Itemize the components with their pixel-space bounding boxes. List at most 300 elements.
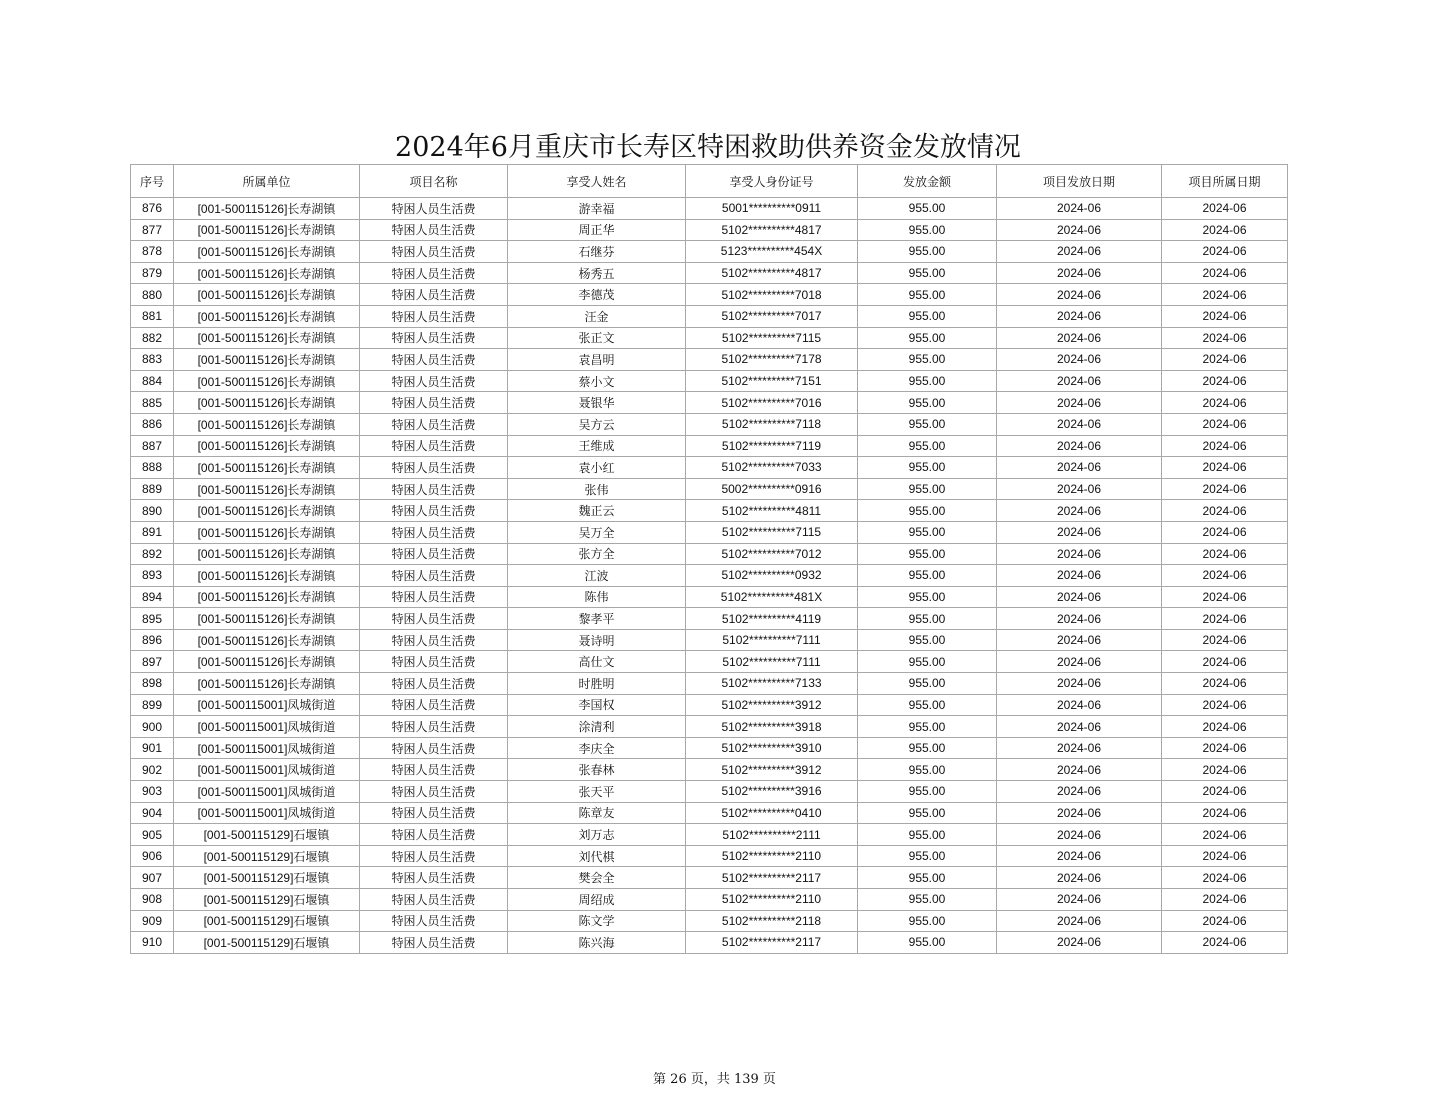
table-row xyxy=(131,392,1288,414)
issue-date-cell: 2024-06 xyxy=(997,198,1162,220)
id-cell: 5102**********4119 xyxy=(686,608,858,630)
seq-cell: 903 xyxy=(131,781,174,803)
table-row xyxy=(131,889,1288,911)
amount-cell: 955.00 xyxy=(858,198,997,220)
period-cell: 2024-06 xyxy=(1162,392,1288,414)
table-row xyxy=(131,521,1288,543)
name-cell: 魏正云 xyxy=(508,500,686,522)
id-cell: 5102**********3910 xyxy=(686,737,858,759)
amount-cell: 955.00 xyxy=(858,889,997,911)
amount-cell: 955.00 xyxy=(858,500,997,522)
amount-cell: 955.00 xyxy=(858,694,997,716)
unit-cell: [001-500115126]长寿湖镇 xyxy=(174,327,360,349)
project-cell: 特困人员生活费 xyxy=(360,392,508,414)
table-row xyxy=(131,737,1288,759)
table-row xyxy=(131,327,1288,349)
seq-cell: 891 xyxy=(131,521,174,543)
table-row xyxy=(131,478,1288,500)
project-cell: 特困人员生活费 xyxy=(360,737,508,759)
column-amount-header: 发放金额 xyxy=(858,165,997,198)
project-cell: 特困人员生活费 xyxy=(360,932,508,954)
page-footer: 第 26 页，共 139 页 xyxy=(653,1072,776,1087)
amount-cell: 955.00 xyxy=(858,629,997,651)
unit-cell: [001-500115129]石堰镇 xyxy=(174,889,360,911)
table-row xyxy=(131,845,1288,867)
project-cell: 特困人员生活费 xyxy=(360,370,508,392)
id-cell: 5102**********2111 xyxy=(686,824,858,846)
name-cell: 李德茂 xyxy=(508,284,686,306)
unit-cell: [001-500115126]长寿湖镇 xyxy=(174,284,360,306)
period-cell: 2024-06 xyxy=(1162,241,1288,263)
amount-cell: 955.00 xyxy=(858,392,997,414)
unit-cell: [001-500115126]长寿湖镇 xyxy=(174,198,360,220)
name-cell: 江波 xyxy=(508,565,686,587)
payment-table xyxy=(130,164,1288,954)
id-cell: 5102**********0410 xyxy=(686,802,858,824)
period-cell: 2024-06 xyxy=(1162,824,1288,846)
unit-cell: [001-500115129]石堰镇 xyxy=(174,867,360,889)
unit-cell: [001-500115129]石堰镇 xyxy=(174,910,360,932)
name-cell: 樊会全 xyxy=(508,867,686,889)
period-cell: 2024-06 xyxy=(1162,889,1288,911)
id-cell: 5102**********2110 xyxy=(686,845,858,867)
project-cell: 特困人员生活费 xyxy=(360,629,508,651)
period-cell: 2024-06 xyxy=(1162,262,1288,284)
period-cell: 2024-06 xyxy=(1162,435,1288,457)
id-cell: 5102**********2118 xyxy=(686,910,858,932)
name-cell: 吴方云 xyxy=(508,413,686,435)
name-cell: 陈章友 xyxy=(508,802,686,824)
seq-cell: 901 xyxy=(131,737,174,759)
project-cell: 特困人员生活费 xyxy=(360,781,508,803)
seq-cell: 877 xyxy=(131,219,174,241)
seq-cell: 899 xyxy=(131,694,174,716)
amount-cell: 955.00 xyxy=(858,586,997,608)
table-row xyxy=(131,694,1288,716)
id-cell: 5102**********4817 xyxy=(686,219,858,241)
project-cell: 特困人员生活费 xyxy=(360,284,508,306)
issue-date-cell: 2024-06 xyxy=(997,457,1162,479)
unit-cell: [001-500115126]长寿湖镇 xyxy=(174,565,360,587)
period-cell: 2024-06 xyxy=(1162,651,1288,673)
table-row xyxy=(131,305,1288,327)
id-cell: 5102**********7115 xyxy=(686,521,858,543)
issue-date-cell: 2024-06 xyxy=(997,586,1162,608)
name-cell: 聂银华 xyxy=(508,392,686,414)
period-cell: 2024-06 xyxy=(1162,802,1288,824)
project-cell: 特困人员生活费 xyxy=(360,716,508,738)
project-cell: 特困人员生活费 xyxy=(360,327,508,349)
issue-date-cell: 2024-06 xyxy=(997,219,1162,241)
period-cell: 2024-06 xyxy=(1162,500,1288,522)
name-cell: 周绍成 xyxy=(508,889,686,911)
id-cell: 5102**********2117 xyxy=(686,867,858,889)
issue-date-cell: 2024-06 xyxy=(997,521,1162,543)
column-name-header: 享受人姓名 xyxy=(508,165,686,198)
unit-cell: [001-500115126]长寿湖镇 xyxy=(174,586,360,608)
table-row xyxy=(131,608,1288,630)
name-cell: 杨秀五 xyxy=(508,262,686,284)
name-cell: 张天平 xyxy=(508,781,686,803)
unit-cell: [001-500115126]长寿湖镇 xyxy=(174,608,360,630)
project-cell: 特困人员生活费 xyxy=(360,608,508,630)
table-row xyxy=(131,435,1288,457)
issue-date-cell: 2024-06 xyxy=(997,867,1162,889)
amount-cell: 955.00 xyxy=(858,673,997,695)
issue-date-cell: 2024-06 xyxy=(997,889,1162,911)
unit-cell: [001-500115126]长寿湖镇 xyxy=(174,241,360,263)
unit-cell: [001-500115001]凤城街道 xyxy=(174,802,360,824)
name-cell: 时胜明 xyxy=(508,673,686,695)
seq-cell: 894 xyxy=(131,586,174,608)
amount-cell: 955.00 xyxy=(858,608,997,630)
column-project-header: 项目名称 xyxy=(360,165,508,198)
amount-cell: 955.00 xyxy=(858,457,997,479)
period-cell: 2024-06 xyxy=(1162,457,1288,479)
issue-date-cell: 2024-06 xyxy=(997,370,1162,392)
issue-date-cell: 2024-06 xyxy=(997,910,1162,932)
period-cell: 2024-06 xyxy=(1162,629,1288,651)
amount-cell: 955.00 xyxy=(858,932,997,954)
seq-cell: 908 xyxy=(131,889,174,911)
project-cell: 特困人员生活费 xyxy=(360,241,508,263)
project-cell: 特困人员生活费 xyxy=(360,262,508,284)
name-cell: 袁小红 xyxy=(508,457,686,479)
name-cell: 王维成 xyxy=(508,435,686,457)
seq-cell: 890 xyxy=(131,500,174,522)
project-cell: 特困人员生活费 xyxy=(360,910,508,932)
project-cell: 特困人员生活费 xyxy=(360,694,508,716)
name-cell: 张伟 xyxy=(508,478,686,500)
period-cell: 2024-06 xyxy=(1162,521,1288,543)
unit-cell: [001-500115126]长寿湖镇 xyxy=(174,219,360,241)
name-cell: 袁昌明 xyxy=(508,349,686,371)
id-cell: 5102**********7119 xyxy=(686,435,858,457)
table-header-row xyxy=(131,165,1288,198)
table-row xyxy=(131,867,1288,889)
issue-date-cell: 2024-06 xyxy=(997,413,1162,435)
page-title: 2024年6月重庆市长寿区特困救助供养资金发放情况 xyxy=(395,132,1021,163)
table-row xyxy=(131,759,1288,781)
id-cell: 5102**********3912 xyxy=(686,759,858,781)
project-cell: 特困人员生活费 xyxy=(360,759,508,781)
period-cell: 2024-06 xyxy=(1162,219,1288,241)
amount-cell: 955.00 xyxy=(858,867,997,889)
period-cell: 2024-06 xyxy=(1162,305,1288,327)
issue-date-cell: 2024-06 xyxy=(997,716,1162,738)
project-cell: 特困人员生活费 xyxy=(360,867,508,889)
seq-cell: 887 xyxy=(131,435,174,457)
seq-cell: 893 xyxy=(131,565,174,587)
unit-cell: [001-500115001]凤城街道 xyxy=(174,737,360,759)
amount-cell: 955.00 xyxy=(858,565,997,587)
id-cell: 5102**********7178 xyxy=(686,349,858,371)
amount-cell: 955.00 xyxy=(858,802,997,824)
seq-cell: 902 xyxy=(131,759,174,781)
amount-cell: 955.00 xyxy=(858,262,997,284)
amount-cell: 955.00 xyxy=(858,305,997,327)
issue-date-cell: 2024-06 xyxy=(997,262,1162,284)
issue-date-cell: 2024-06 xyxy=(997,435,1162,457)
id-cell: 5102**********4817 xyxy=(686,262,858,284)
name-cell: 黎孝平 xyxy=(508,608,686,630)
period-cell: 2024-06 xyxy=(1162,867,1288,889)
project-cell: 特困人员生活费 xyxy=(360,500,508,522)
table-row xyxy=(131,349,1288,371)
issue-date-cell: 2024-06 xyxy=(997,673,1162,695)
issue-date-cell: 2024-06 xyxy=(997,824,1162,846)
unit-cell: [001-500115129]石堰镇 xyxy=(174,932,360,954)
unit-cell: [001-500115126]长寿湖镇 xyxy=(174,262,360,284)
table-row xyxy=(131,370,1288,392)
seq-cell: 882 xyxy=(131,327,174,349)
unit-cell: [001-500115126]长寿湖镇 xyxy=(174,349,360,371)
table-row xyxy=(131,219,1288,241)
amount-cell: 955.00 xyxy=(858,651,997,673)
project-cell: 特困人员生活费 xyxy=(360,802,508,824)
seq-cell: 900 xyxy=(131,716,174,738)
table-row xyxy=(131,198,1288,220)
seq-cell: 883 xyxy=(131,349,174,371)
issue-date-cell: 2024-06 xyxy=(997,629,1162,651)
table-row xyxy=(131,500,1288,522)
unit-cell: [001-500115126]长寿湖镇 xyxy=(174,478,360,500)
name-cell: 李庆全 xyxy=(508,737,686,759)
project-cell: 特困人员生活费 xyxy=(360,198,508,220)
project-cell: 特困人员生活费 xyxy=(360,478,508,500)
column-unit-header: 所属单位 xyxy=(174,165,360,198)
seq-cell: 897 xyxy=(131,651,174,673)
seq-cell: 884 xyxy=(131,370,174,392)
table-row xyxy=(131,673,1288,695)
seq-cell: 880 xyxy=(131,284,174,306)
project-cell: 特困人员生活费 xyxy=(360,889,508,911)
unit-cell: [001-500115129]石堰镇 xyxy=(174,824,360,846)
period-cell: 2024-06 xyxy=(1162,759,1288,781)
id-cell: 5102**********2117 xyxy=(686,932,858,954)
column-issue-date-header: 项目发放日期 xyxy=(997,165,1162,198)
unit-cell: [001-500115126]长寿湖镇 xyxy=(174,457,360,479)
amount-cell: 955.00 xyxy=(858,284,997,306)
unit-cell: [001-500115126]长寿湖镇 xyxy=(174,629,360,651)
id-cell: 5102**********7016 xyxy=(686,392,858,414)
seq-cell: 905 xyxy=(131,824,174,846)
name-cell: 张方全 xyxy=(508,543,686,565)
unit-cell: [001-500115126]长寿湖镇 xyxy=(174,543,360,565)
issue-date-cell: 2024-06 xyxy=(997,478,1162,500)
table-row xyxy=(131,284,1288,306)
project-cell: 特困人员生活费 xyxy=(360,413,508,435)
period-cell: 2024-06 xyxy=(1162,673,1288,695)
unit-cell: [001-500115001]凤城街道 xyxy=(174,716,360,738)
issue-date-cell: 2024-06 xyxy=(997,802,1162,824)
table-row xyxy=(131,824,1288,846)
period-cell: 2024-06 xyxy=(1162,327,1288,349)
unit-cell: [001-500115126]长寿湖镇 xyxy=(174,413,360,435)
issue-date-cell: 2024-06 xyxy=(997,284,1162,306)
project-cell: 特困人员生活费 xyxy=(360,521,508,543)
issue-date-cell: 2024-06 xyxy=(997,392,1162,414)
issue-date-cell: 2024-06 xyxy=(997,327,1162,349)
amount-cell: 955.00 xyxy=(858,910,997,932)
id-cell: 5102**********7018 xyxy=(686,284,858,306)
amount-cell: 955.00 xyxy=(858,435,997,457)
name-cell: 涂清利 xyxy=(508,716,686,738)
id-cell: 5102**********0932 xyxy=(686,565,858,587)
unit-cell: [001-500115126]长寿湖镇 xyxy=(174,500,360,522)
issue-date-cell: 2024-06 xyxy=(997,932,1162,954)
seq-cell: 876 xyxy=(131,198,174,220)
id-cell: 5102**********7111 xyxy=(686,629,858,651)
seq-cell: 886 xyxy=(131,413,174,435)
id-cell: 5102**********3912 xyxy=(686,694,858,716)
table-row xyxy=(131,565,1288,587)
project-cell: 特困人员生活费 xyxy=(360,586,508,608)
project-cell: 特困人员生活费 xyxy=(360,457,508,479)
name-cell: 石继芬 xyxy=(508,241,686,263)
amount-cell: 955.00 xyxy=(858,241,997,263)
table-row xyxy=(131,716,1288,738)
id-cell: 5102**********7111 xyxy=(686,651,858,673)
seq-cell: 896 xyxy=(131,629,174,651)
period-cell: 2024-06 xyxy=(1162,349,1288,371)
project-cell: 特困人员生活费 xyxy=(360,824,508,846)
name-cell: 李国权 xyxy=(508,694,686,716)
issue-date-cell: 2024-06 xyxy=(997,543,1162,565)
issue-date-cell: 2024-06 xyxy=(997,694,1162,716)
period-cell: 2024-06 xyxy=(1162,543,1288,565)
name-cell: 陈兴海 xyxy=(508,932,686,954)
id-cell: 5102**********481X xyxy=(686,586,858,608)
issue-date-cell: 2024-06 xyxy=(997,349,1162,371)
table-row xyxy=(131,457,1288,479)
period-cell: 2024-06 xyxy=(1162,910,1288,932)
name-cell: 张春林 xyxy=(508,759,686,781)
name-cell: 周正华 xyxy=(508,219,686,241)
amount-cell: 955.00 xyxy=(858,781,997,803)
amount-cell: 955.00 xyxy=(858,759,997,781)
amount-cell: 955.00 xyxy=(858,824,997,846)
name-cell: 刘万志 xyxy=(508,824,686,846)
table-row xyxy=(131,802,1288,824)
issue-date-cell: 2024-06 xyxy=(997,737,1162,759)
name-cell: 张正文 xyxy=(508,327,686,349)
period-cell: 2024-06 xyxy=(1162,932,1288,954)
amount-cell: 955.00 xyxy=(858,521,997,543)
period-cell: 2024-06 xyxy=(1162,565,1288,587)
seq-cell: 909 xyxy=(131,910,174,932)
project-cell: 特困人员生活费 xyxy=(360,435,508,457)
seq-cell: 898 xyxy=(131,673,174,695)
column-id-header: 享受人身份证号 xyxy=(686,165,858,198)
unit-cell: [001-500115126]长寿湖镇 xyxy=(174,673,360,695)
issue-date-cell: 2024-06 xyxy=(997,759,1162,781)
seq-cell: 904 xyxy=(131,802,174,824)
seq-cell: 907 xyxy=(131,867,174,889)
amount-cell: 955.00 xyxy=(858,478,997,500)
seq-cell: 878 xyxy=(131,241,174,263)
issue-date-cell: 2024-06 xyxy=(997,500,1162,522)
seq-cell: 888 xyxy=(131,457,174,479)
name-cell: 陈伟 xyxy=(508,586,686,608)
project-cell: 特困人员生活费 xyxy=(360,673,508,695)
id-cell: 5102**********7033 xyxy=(686,457,858,479)
amount-cell: 955.00 xyxy=(858,716,997,738)
issue-date-cell: 2024-06 xyxy=(997,608,1162,630)
name-cell: 聂诗明 xyxy=(508,629,686,651)
unit-cell: [001-500115001]凤城街道 xyxy=(174,781,360,803)
name-cell: 刘代棋 xyxy=(508,845,686,867)
unit-cell: [001-500115001]凤城街道 xyxy=(174,759,360,781)
period-cell: 2024-06 xyxy=(1162,198,1288,220)
issue-date-cell: 2024-06 xyxy=(997,781,1162,803)
name-cell: 陈文学 xyxy=(508,910,686,932)
period-cell: 2024-06 xyxy=(1162,478,1288,500)
period-cell: 2024-06 xyxy=(1162,694,1288,716)
id-cell: 5102**********3916 xyxy=(686,781,858,803)
project-cell: 特困人员生活费 xyxy=(360,565,508,587)
period-cell: 2024-06 xyxy=(1162,781,1288,803)
unit-cell: [001-500115126]长寿湖镇 xyxy=(174,392,360,414)
id-cell: 5102**********7151 xyxy=(686,370,858,392)
amount-cell: 955.00 xyxy=(858,543,997,565)
period-cell: 2024-06 xyxy=(1162,370,1288,392)
table-row xyxy=(131,586,1288,608)
project-cell: 特困人员生活费 xyxy=(360,219,508,241)
table-row xyxy=(131,781,1288,803)
table-row xyxy=(131,910,1288,932)
period-cell: 2024-06 xyxy=(1162,586,1288,608)
project-cell: 特困人员生活费 xyxy=(360,349,508,371)
id-cell: 5102**********7012 xyxy=(686,543,858,565)
period-cell: 2024-06 xyxy=(1162,737,1288,759)
unit-cell: [001-500115126]长寿湖镇 xyxy=(174,435,360,457)
table-row xyxy=(131,241,1288,263)
unit-cell: [001-500115126]长寿湖镇 xyxy=(174,651,360,673)
table-row xyxy=(131,413,1288,435)
amount-cell: 955.00 xyxy=(858,349,997,371)
seq-cell: 895 xyxy=(131,608,174,630)
id-cell: 5102**********7115 xyxy=(686,327,858,349)
project-cell: 特困人员生活费 xyxy=(360,543,508,565)
issue-date-cell: 2024-06 xyxy=(997,305,1162,327)
period-cell: 2024-06 xyxy=(1162,284,1288,306)
id-cell: 5102**********7133 xyxy=(686,673,858,695)
seq-cell: 885 xyxy=(131,392,174,414)
table-row xyxy=(131,543,1288,565)
id-cell: 5002**********0916 xyxy=(686,478,858,500)
table-row xyxy=(131,932,1288,954)
table-row xyxy=(131,262,1288,284)
period-cell: 2024-06 xyxy=(1162,413,1288,435)
name-cell: 游幸福 xyxy=(508,198,686,220)
unit-cell: [001-500115001]凤城街道 xyxy=(174,694,360,716)
id-cell: 5102**********7118 xyxy=(686,413,858,435)
issue-date-cell: 2024-06 xyxy=(997,845,1162,867)
issue-date-cell: 2024-06 xyxy=(997,241,1162,263)
id-cell: 5102**********3918 xyxy=(686,716,858,738)
amount-cell: 955.00 xyxy=(858,219,997,241)
seq-cell: 889 xyxy=(131,478,174,500)
project-cell: 特困人员生活费 xyxy=(360,305,508,327)
seq-cell: 892 xyxy=(131,543,174,565)
name-cell: 蔡小文 xyxy=(508,370,686,392)
amount-cell: 955.00 xyxy=(858,370,997,392)
column-seq-header: 序号 xyxy=(131,165,174,198)
period-cell: 2024-06 xyxy=(1162,845,1288,867)
seq-cell: 881 xyxy=(131,305,174,327)
column-period-header: 项目所属日期 xyxy=(1162,165,1288,198)
